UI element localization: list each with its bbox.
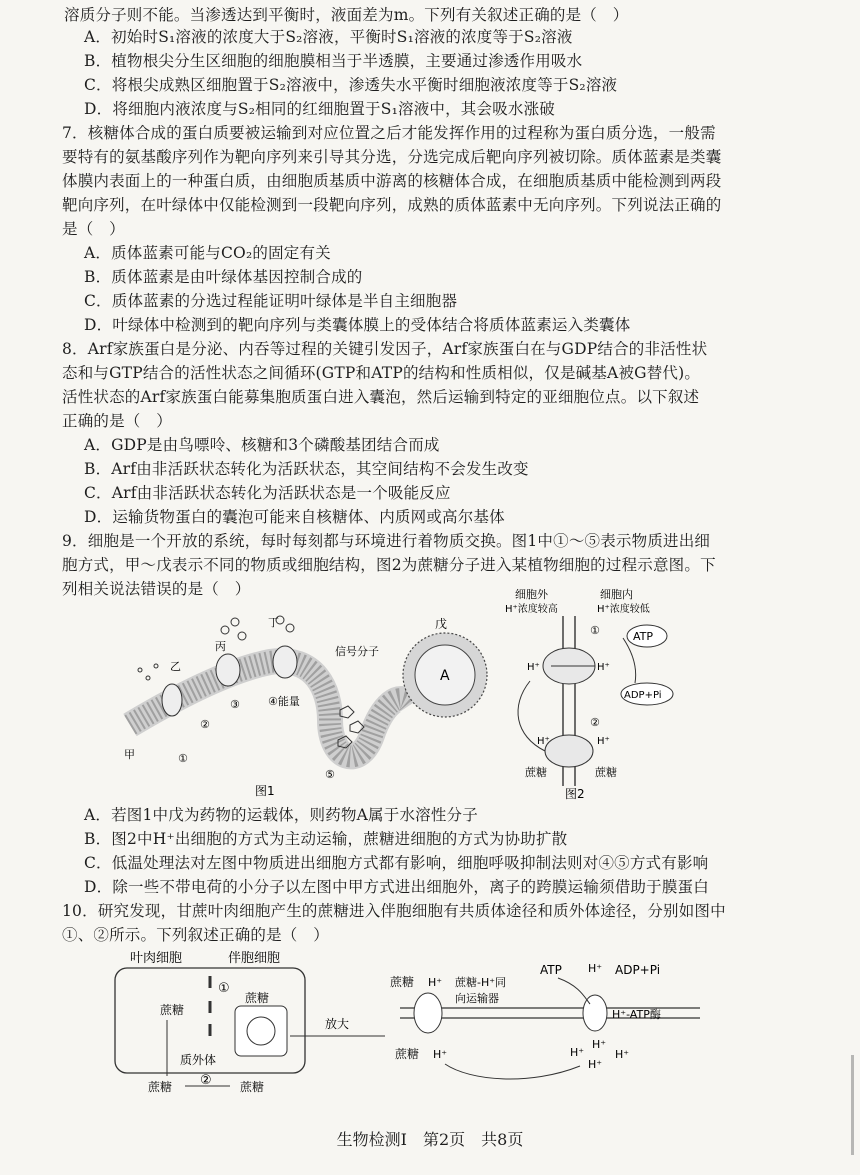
- q9-option-a: A．若图1中戊为药物的运载体，则药物A属于水溶性分子: [84, 806, 478, 824]
- q7-stem-line: 体膜内表面上的一种蛋白质，由细胞质基质中游离的核糖体合成，在细胞质基质中能检测到两段: [62, 172, 722, 190]
- scan-edge: [851, 1055, 854, 1155]
- sucrose-cotransporter: [545, 735, 593, 767]
- q10-stem-line: 10．研究发现，甘蔗叶肉细胞产生的蔗糖进入伴胞细胞有共质体途径和质外体途径，分别如图中: [62, 902, 726, 920]
- label-circle-1: ①: [178, 752, 188, 765]
- label-sucrose-box: 蔗糖: [245, 991, 270, 1005]
- label-sucrose-top: 蔗糖: [390, 975, 415, 989]
- label-outside-conc: H⁺浓度较高: [505, 604, 558, 615]
- label-sucrose-out: 蔗糖: [525, 766, 547, 779]
- figure-q10-sucrose-pathways: [110, 946, 730, 1116]
- label-mesophyll-cell: 叶肉细胞: [130, 951, 183, 966]
- label-ding: 丁: [268, 616, 279, 629]
- label-sucrose-bottom: 蔗糖: [395, 1047, 420, 1061]
- label-hplus-co-in: H⁺: [597, 736, 610, 747]
- label-sucrose-companion: 蔗糖: [240, 1080, 265, 1094]
- q6-option-d: D．将细胞内液浓度与S₂相同的红细胞置于S₁溶液中，其会吸水涨破: [84, 100, 555, 118]
- page-footer: 生物检测Ⅰ 第2页 共8页: [336, 1130, 524, 1149]
- q6-option-b: B．植物根尖分生区细胞的细胞膜相当于半透膜，主要通过渗透作用吸水: [84, 52, 583, 70]
- label-atp: ATP: [633, 630, 654, 643]
- q8-option-d: D．运输货物蛋白的囊泡可能来自核糖体、内质网或高尔基体: [84, 508, 505, 526]
- label-atp-q10: ATP: [540, 963, 562, 977]
- label-circle-3: ③: [230, 698, 240, 711]
- figure-1-caption: 图1: [255, 784, 275, 798]
- label-adp: ADP+Pi: [624, 690, 662, 701]
- q8-option-c: C．Arf由非活跃状态转化为活跃状态是一个吸能反应: [84, 484, 451, 502]
- q9-option-c: C．低温处理法对左图中物质进出细胞方式都有影响，细胞呼吸抑制法则对④⑤方式有影响: [84, 854, 709, 872]
- q8-stem-line: 态和与GTP结合的活性状态之间循环(GTP和ATP的结构和性质相似，仅是碱基A被G替代)。: [62, 364, 701, 382]
- label-companion-cell: 伴胞细胞: [228, 951, 281, 966]
- label-signal-molecule: 信号分子: [335, 645, 379, 658]
- q10-stem-line: ①、②所示。下列叙述正确的是（ ）: [62, 926, 329, 944]
- q6-option-a: A．初始时S₁溶液的浓度大于S₂溶液，平衡时S₁溶液的浓度等于S₂溶液: [84, 28, 573, 46]
- label-symporter-1: 蔗糖-H⁺同: [455, 976, 507, 989]
- q7-stem-line: 要特有的氨基酸序列作为靶向序列来引导其分选，分选完成后靶向序列被切除。质体蓝素是类囊: [62, 148, 722, 166]
- label-path-2: ②: [200, 1073, 212, 1088]
- label-hplus-pool-2: H⁺: [592, 1038, 607, 1051]
- label-hplus-bottom: H⁺: [433, 1048, 448, 1061]
- figure-1-membrane-diagram: [110, 600, 490, 800]
- q7-option-c: C．质体蓝素的分选过程能证明叶绿体是半自主细胞器: [84, 292, 458, 310]
- q8-stem-line: 活性状态的Arf家族蛋白能募集胞质蛋白进入囊泡，然后运输到特定的亚细胞位点。以下叙述: [62, 388, 700, 406]
- label-bing: 丙: [215, 640, 226, 653]
- q7-option-d: D．叶绿体中检测到的靶向序列与类囊体膜上的受体结合将质体蓝素运入类囊体: [84, 316, 631, 334]
- label-energy: ④能量: [268, 695, 300, 708]
- label-hplus-pool-1: H⁺: [570, 1046, 585, 1059]
- header-line: 溶质分子则不能。当渗透达到平衡时，液面差为m。下列有关叙述正确的是（ ）: [64, 6, 629, 24]
- q9-option-d: D．除一些不带电荷的小分子以左图中甲方式进出细胞外，离子的跨膜运输须借助于膜蛋白: [84, 878, 709, 896]
- label-wu: 戊: [435, 617, 448, 631]
- label-enlarge: 放大: [325, 1017, 350, 1031]
- label-pump-circle-2: ②: [590, 716, 600, 729]
- label-yi: 乙: [170, 660, 181, 673]
- label-hplus-pump-in: H⁺: [597, 662, 610, 673]
- label-inside-conc: H⁺浓度较低: [597, 604, 650, 615]
- label-hplus-pump-out: H⁺: [527, 662, 540, 673]
- label-apoplast: 质外体: [180, 1053, 217, 1067]
- proton-return-arrow: [445, 1064, 580, 1079]
- label-hplus-top: H⁺: [428, 976, 443, 989]
- h-atpase: [583, 995, 607, 1031]
- label-hplus-pool-3: H⁺: [615, 1048, 630, 1061]
- label-sucrose-apoplast: 蔗糖: [148, 1080, 173, 1094]
- q7-option-b: B．质体蓝素是由叶绿体基因控制合成的: [84, 268, 363, 286]
- label-hplus-atpase: H⁺: [588, 962, 603, 975]
- label-adp-q10: ADP+Pi: [615, 963, 661, 977]
- q9-stem-line: 胞方式，甲～戊表示不同的物质或细胞结构，图2为蔗糖分子进入某植物细胞的过程示意图。下: [62, 556, 716, 574]
- transporter-circle: [247, 1017, 275, 1045]
- label-inside: 细胞内: [600, 588, 633, 601]
- label-pump-circle-1: ①: [590, 624, 600, 637]
- label-hplus-pool-4: H⁺: [588, 1058, 603, 1071]
- q9-option-b: B．图2中H⁺出细胞的方式为主动运输，蔗糖进细胞的方式为协助扩散: [84, 830, 568, 848]
- label-sucrose-mesophyll: 蔗糖: [160, 1003, 185, 1017]
- q7-stem-line: 7．核糖体合成的蛋白质要被运输到对应位置之后才能发挥作用的过程称为蛋白质分选，一般需: [62, 124, 716, 142]
- label-path-1: ①: [218, 981, 230, 996]
- figure-2-sucrose-transport: [475, 586, 700, 802]
- figure-2-caption: 图2: [565, 787, 585, 801]
- q7-option-a: A．质体蓝素可能与CO₂的固定有关: [84, 244, 331, 262]
- label-outside: 细胞外: [515, 588, 548, 601]
- label-sucrose-in: 蔗糖: [595, 766, 617, 779]
- q6-option-c: C．将根尖成熟区细胞置于S₂溶液中，渗透失水平衡时细胞液浓度等于S₂溶液: [84, 76, 618, 94]
- q7-stem-line: 靶向序列，在叶绿体中仅能检测到一段靶向序列，成熟的质体蓝素中无向序列。下列说法正确的: [62, 196, 722, 214]
- q8-option-b: B．Arf由非活跃状态转化为活跃状态，其空间结构不会发生改变: [84, 460, 529, 478]
- label-hplus-co-out: H⁺: [537, 736, 550, 747]
- label-jia: 甲: [124, 748, 135, 761]
- q9-stem-line: 列相关说法错误的是（ ）: [62, 580, 251, 598]
- label-circle-2: ②: [200, 718, 210, 731]
- q8-stem-line: 正确的是（ ）: [62, 412, 172, 430]
- atp-arrow: [558, 978, 590, 1004]
- drug-a-label: A: [440, 668, 450, 684]
- label-symporter-2: 向运输器: [455, 992, 499, 1005]
- q7-stem-line: 是（ ）: [62, 220, 125, 238]
- q8-stem-line: 8．Arf家族蛋白是分泌、内吞等过程的关键引发因子，Arf家族蛋白在与GDP结合的非活性状: [62, 340, 708, 358]
- label-atpase: H⁺-ATP酶: [612, 1008, 661, 1021]
- label-circle-5: ⑤: [325, 768, 335, 781]
- q9-stem-line: 9．细胞是一个开放的系统，每时每刻都与环境进行着物质交换。图1中①～⑤表示物质进出细: [62, 532, 711, 550]
- symporter: [414, 993, 442, 1033]
- q8-option-a: A．GDP是由鸟嘌呤、核糖和3个磷酸基团结合而成: [84, 436, 440, 454]
